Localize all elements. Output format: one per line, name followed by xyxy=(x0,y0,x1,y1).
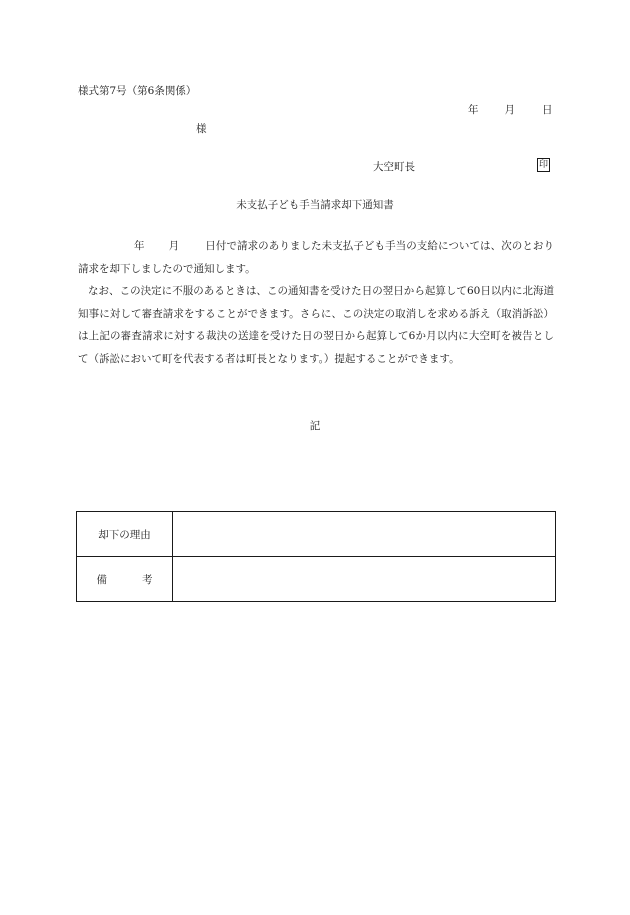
body-paragraph-1-text: 日付で請求のありました未支払子ども手当の支給については、次のとおり請求を却下しましたので通知します。 xyxy=(78,240,555,275)
body-year: 年 xyxy=(134,240,145,252)
date-year: 年 xyxy=(468,104,479,116)
remarks-label-char-1: 備 xyxy=(96,573,107,586)
issuer-name: 大空町長 xyxy=(373,161,415,173)
body-paragraph-2: なお、この決定に不服のあるときは、この通知書を受けた日の翌日から起算して60日以内に北海道知事に対して審査請求をすることができます。さらに、この決定の取消しを求める訴え（取消訴訟）は上記の審査請求に対する裁決の送達を受けた日の翌日から起算して6か月以内に大空町を被告として（訴訟において町を代表する者は町長となります。）提起することができます。 xyxy=(78,285,554,365)
rejection-reason-value xyxy=(173,512,556,557)
document-title: 未支払子ども手当請求却下通知書 xyxy=(236,199,394,211)
table-row xyxy=(77,557,556,602)
date-line xyxy=(468,105,553,116)
remarks-label-char-2: 考 xyxy=(142,573,153,586)
addressee-suffix: 様 xyxy=(196,123,207,135)
remarks-value xyxy=(173,557,556,602)
form-number: 様式第7号（第6条関係） xyxy=(78,85,197,97)
note-mark: 記 xyxy=(309,420,321,432)
date-day: 日 xyxy=(542,104,553,116)
body-month: 月 xyxy=(168,240,180,252)
body-paragraph-1 xyxy=(78,235,554,280)
remarks-label xyxy=(77,557,173,602)
date-month: 月 xyxy=(504,104,515,116)
rejection-reason-label: 却下の理由 xyxy=(77,512,173,557)
seal-mark: 印 xyxy=(537,158,550,172)
table-row xyxy=(77,512,556,557)
detail-table xyxy=(76,511,556,602)
